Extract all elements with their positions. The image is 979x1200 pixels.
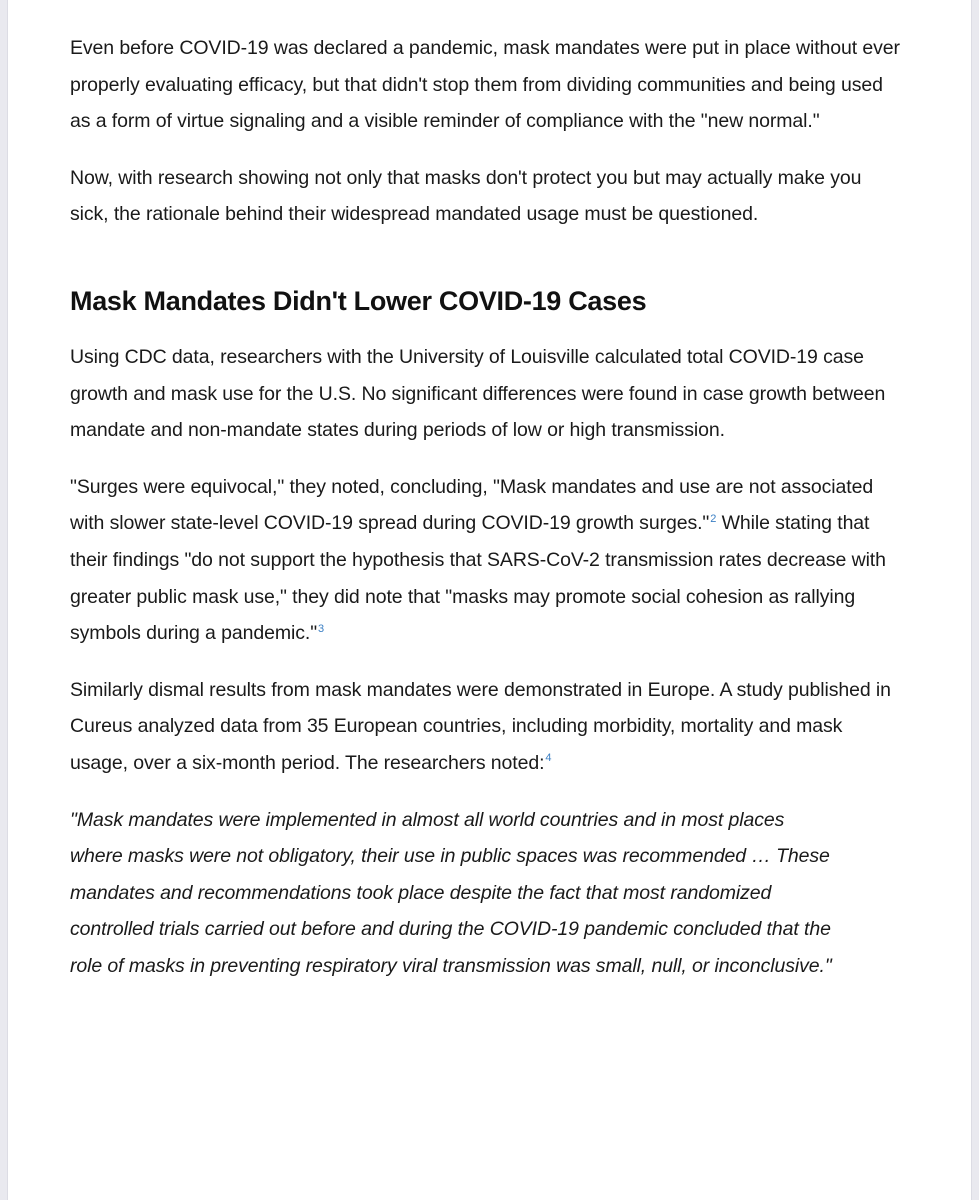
article-body (70, 30, 900, 1004)
reference-link-4[interactable]: 4 (545, 752, 552, 765)
intro-paragraph-2: Now, with research showing not only that masks don't protect you but may actually make you sick, the rationale behind their widespread mandated usage must be questioned. (70, 166, 862, 226)
intro-paragraph-1: Even before COVID-19 was declared a pandemic, mask mandates were put in place without ever properly evaluating efficacy, but that didn't stop them from dividing communities and being used as a form of virtue signaling and a visible reminder of compliance with the "new normal." (70, 37, 900, 133)
europe-paragraph (70, 672, 900, 782)
right-frame-border (971, 0, 979, 1200)
blockquote: "Mask mandates were implemented in almost all world countries and in most places where masks were not obligatory, their use in public spaces was recommended … These mandates and recommendations took place despite the fact that most randomized controlled trials carried out before and during the COVID-19 pandemic concluded that the role of masks in preventing respiratory viral transmission was small, null, or inconclusive." (70, 808, 832, 977)
surges-text-part-1: "Surges were equivocal," they noted, concluding, "Mask mandates and use are not associated with slower state-level COVID-19 spread during COVID-19 growth surges." (70, 475, 874, 535)
surges-text-part-2: While stating that their findings "do not support the hypothesis that SARS-CoV-2 transmission rates decrease with greater public mask use," they did note that "masks may promote social cohesion as rallying symbols during a pandemic." (70, 512, 886, 645)
surges-paragraph (70, 469, 900, 652)
left-frame-border (0, 0, 8, 1200)
cdc-data-paragraph: Using CDC data, researchers with the University of Louisville calculated total COVID-19 case growth and mask use for the U.S. No significant differences were found in case growth between mandate and non-mandate states during periods of low or high transmission. (70, 345, 886, 442)
section-heading: Mask Mandates Didn't Lower COVID-19 Cases (70, 285, 647, 316)
europe-text: Similarly dismal results from mask mandates were demonstrated in Europe. A study published in Cureus analyzed data from 35 European countries, including morbidity, mortality and mask usage, over a six-month period. The researchers noted: (70, 678, 891, 774)
reference-link-3[interactable]: 3 (318, 622, 325, 635)
reference-link-2[interactable]: 2 (710, 512, 717, 525)
